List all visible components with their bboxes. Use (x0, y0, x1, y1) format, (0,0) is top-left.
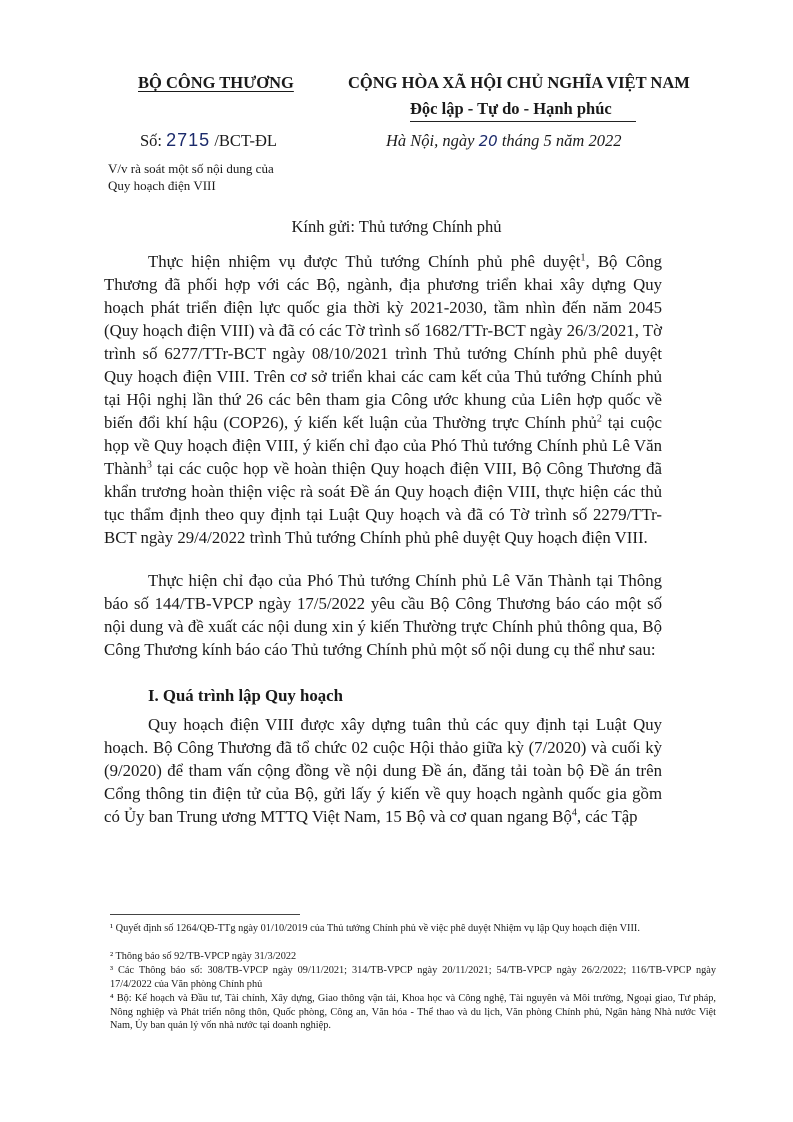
issue-date: Hà Nội, ngày 20 tháng 5 năm 2022 (386, 131, 622, 150)
body-paragraph-2: Thực hiện chỉ đạo của Phó Thủ tướng Chính phủ Lê Văn Thành tại Thông báo số 144/TB-VPCP ngày 17/5/2022 yêu cầu Bộ Công Thương báo cáo một số nội dung và đề xuất các nội dung xin ý kiến Thường trực Chính phủ thông qua, Bộ Công Thương kính báo cáo Thủ tướng Chính phủ một số nội dung cụ thể như sau: (104, 571, 662, 659)
section-heading-1: I. Quá trình lập Quy hoạch (148, 686, 343, 705)
recipient-line: Kính gửi: Thủ tướng Chính phủ (291, 217, 502, 236)
body-paragraph-3: Quy hoạch điện VIII được xây dựng tuân thủ các quy định tại Luật Quy hoạch. Bộ Công Thương đã tổ chức 02 cuộc Hội thảo giữa kỳ (7/2020) và cuối kỳ (9/2020) để tham vấn cộng đồng về nội dung Đề án, đăng tải toàn bộ Đề án trên Cổng thông tin điện tử của Bộ, gửi lấy ý kiến về quy hoạch ngành quốc gia gồm có Ủy ban Trung ương MTTQ Việt Nam, 15 Bộ và cơ quan ngang Bộ$^4$, các Tập (104, 715, 662, 826)
national-motto: Độc lập - Tự do - Hạnh phúc (410, 99, 612, 118)
handwritten-day: 20 (478, 132, 498, 150)
footnote-ref-2: 2 (596, 413, 602, 425)
ministry-name: BỘ CÔNG THƯƠNG (138, 73, 294, 92)
footnote-4: ⁴ Bộ: Kế hoạch và Đầu tư, Tài chính, Xây dựng, Giao thông vận tải, Khoa học và Công nghệ, Tài nguyên và Môi trường, Ngoại giao, Tư pháp, Nông nghiệp và Phát triển nông thôn, Quốc phòng, Công an, Văn hóa - Thể thao và du lịch, Văn phòng Chính phủ, Ngân hàng Nhà nước Việt Nam, Ủy ban quản lý vốn nhà nước tại doanh nghiệp. (110, 993, 716, 1031)
nation-title: CỘNG HÒA XÃ HỘI CHỦ NGHĨA VIỆT NAM (348, 73, 690, 92)
footnote-3: ³ Các Thông báo số: 308/TB-VPCP ngày 09/11/2021; 314/TB-VPCP ngày 20/11/2021; 54/TB-VPCP ngày 26/2/2022; 116/TB-VPCP ngày 17/4/2022 của Văn phòng Chính phủ (110, 965, 716, 990)
footnote-ref-3: 3 (146, 459, 152, 471)
footnote-separator (110, 914, 300, 915)
document-number: Số: 2715 /BCT-ĐL (140, 130, 277, 150)
handwritten-number: 2715 (166, 130, 211, 150)
body-paragraph-1: Thực hiện nhiệm vụ được Thủ tướng Chính phủ phê duyệt$^1$, Bộ Công Thương đã phối hợp với các Bộ, ngành, địa phương triển khai xây dựng Quy hoạch phát triển điện lực quốc gia thời kỳ 2021-2030, tầm nhìn đến năm 2045 (Quy hoạch điện VIII) và đã có các Tờ trình số 1682/TTr-BCT ngày 26/3/2021, Tờ trình số 6277/TTr-BCT ngày 08/10/2021 trình Thủ tướng Chính phủ phê duyệt Quy hoạch điện VIII. Trên cơ sở triển khai các cam kết của Thủ tướng Chính phủ tại Hội nghị lần thứ 26 các bên tham gia Công ước khung của Liên hợp quốc về biến đổi khí hậu (COP26), ý kiến kết luận của Thường trực Chính phủ$^2$ tại cuộc họp về Quy hoạch điện VIII, ý kiến chỉ đạo của Phó Thủ tướng Chính phủ Lê Văn Thành$^3$ tại các cuộc họp về hoàn thiện Quy hoạch điện VIII, Bộ Công Thương đã khẩn trương hoàn thiện việc rà soát Đề án Quy hoạch điện VIII, thực hiện các thủ tục thẩm định theo quy định tại Luật Quy hoạch và đã có Tờ trình số 2279/TTr-BCT ngày 29/4/2022 trình Thủ tướng Chính phủ phê duyệt Quy hoạch điện VIII. (104, 252, 662, 547)
footnote-ref-4: 4 (571, 807, 577, 819)
subject-line: V/v rà soát một số nội dung của Quy hoạch điện VIII (108, 161, 274, 193)
footnote-ref-1: 1 (580, 252, 586, 264)
footnote-2: ² Thông báo số 92/TB-VPCP ngày 31/3/2022 (110, 951, 297, 962)
footnote-1: ¹ Quyết định số 1264/QĐ-TTg ngày 01/10/2019 của Thủ tướng Chính phủ về việc phê duyệt Nhiệm vụ lập Quy hoạch điện VIII. (110, 923, 640, 934)
motto-underline (410, 121, 636, 122)
